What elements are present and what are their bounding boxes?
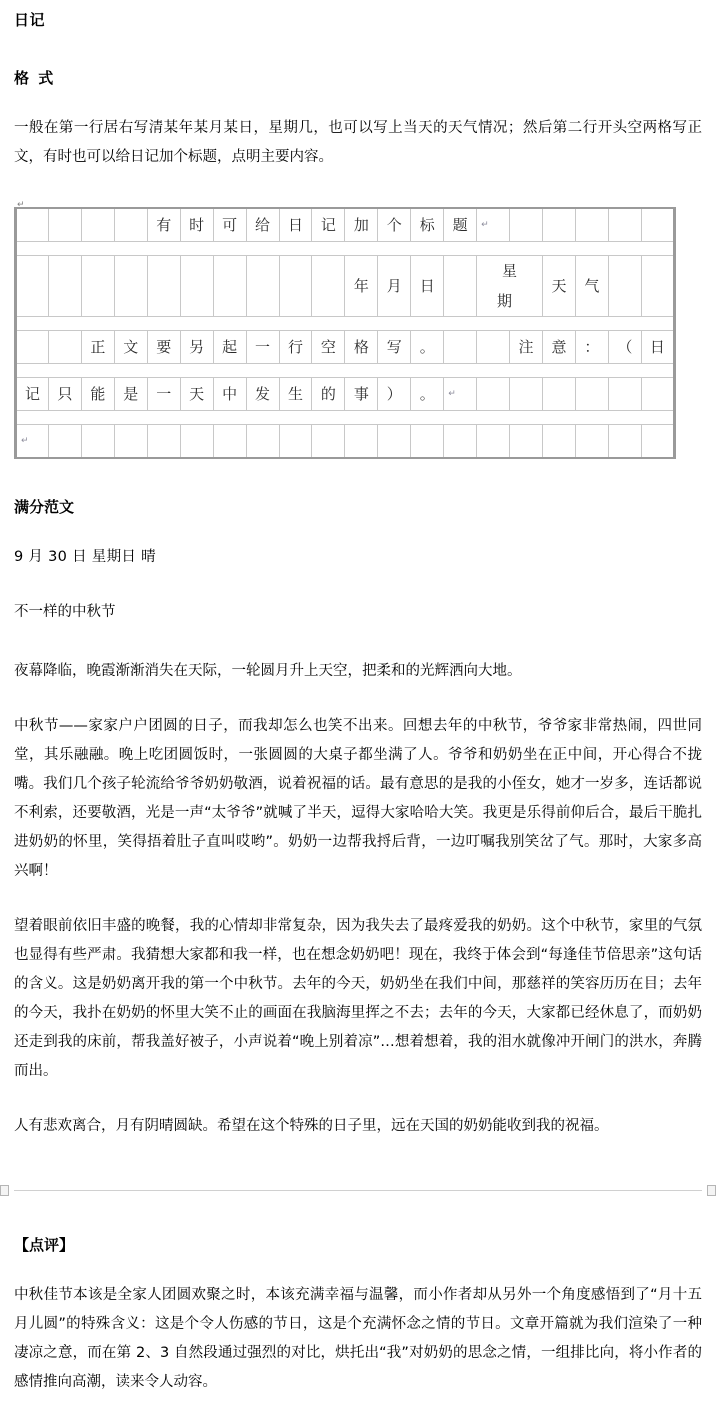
manuscript-grid-cell-blank[interactable] (543, 208, 576, 242)
manuscript-grid-cell[interactable]: 加 (345, 208, 378, 242)
manuscript-grid-cell-blank[interactable] (608, 208, 641, 242)
essay-paragraph-3: 望着眼前依旧丰盛的晚餐，我的心情却非常复杂，因为我失去了最疼爱我的奶奶。这个中秋节，家里的气氛也显得有些严肃。我猜想大家都和我一样，也在想念奶奶吧！现在，我终于体会到“每逢佳节倍思亲”这句话的含义。这是奶奶离开我的第一个中秋节。去年的今天，奶奶坐在我们中间，那慈祥的笑容历历在目；去年的今天，我扑在奶奶的怀里大笑不止的画面在我脑海里挥之不去；去年的今天，大家都已经休息了，而奶奶还走到我的床前，帮我盖好被子，小声说着“晚上别着凉”…想着想着，我的泪水就像冲开闸门的洪水，奔腾而出。 (14, 918, 702, 1079)
manuscript-grid-cell-blank[interactable] (279, 256, 312, 317)
manuscript-grid-spacer-row (16, 411, 675, 425)
heading-sample-essay: 满分范文 (14, 498, 75, 516)
bottom-spacer (14, 1397, 702, 1427)
manuscript-grid-cell[interactable]: 写 (378, 331, 411, 364)
section-divider (14, 1185, 702, 1197)
manuscript-grid-cell[interactable]: 要 (147, 331, 180, 364)
manuscript-grid-cell[interactable]: 发 (246, 378, 279, 411)
manuscript-grid-cell[interactable]: 另 (180, 331, 213, 364)
manuscript-grid-cell[interactable]: 日 (641, 331, 674, 364)
manuscript-grid-cell-blank[interactable] (114, 208, 147, 242)
heading-commentary: 【点评】 (14, 1236, 75, 1254)
manuscript-grid-cell[interactable]: 意 (543, 331, 576, 364)
manuscript-grid-body (16, 208, 675, 458)
essay-title: 不一样的中秋节 (14, 604, 116, 620)
manuscript-grid-cell-blank[interactable] (81, 256, 114, 317)
manuscript-grid-cell-blank[interactable] (81, 425, 114, 459)
divider-handle-right-icon[interactable] (707, 1185, 716, 1196)
manuscript-grid-cell-blank[interactable] (48, 331, 81, 364)
essay-paragraph-1: 夜幕降临，晚霞渐渐消失在天际，一轮圆月升上天空，把柔和的光辉洒向大地。 (14, 663, 522, 679)
manuscript-grid-cell-blank[interactable] (16, 331, 49, 364)
divider-handle-left-icon[interactable] (0, 1185, 9, 1196)
manuscript-grid-cell[interactable]: 只 (48, 378, 81, 411)
manuscript-grid-cell-blank[interactable] (411, 425, 444, 459)
manuscript-grid-cell-blank[interactable] (180, 425, 213, 459)
manuscript-grid-cell-blank[interactable] (378, 425, 411, 459)
document-page (0, 10, 716, 1427)
manuscript-grid-cell[interactable]: 注 (510, 331, 543, 364)
manuscript-grid-cell-blank[interactable] (477, 331, 510, 364)
commentary-paragraph: 中秋佳节本该是全家人团圆欢聚之时，本该充满幸福与温馨，而小作者却从另外一个角度感悟到了“月十五月儿圆”的特殊含义：这是个令人伤感的节日，这是个充满怀念之情的节日。文章开篇就为我们渲染了一种凄凉之意，而在第 2、3 自然段通过强烈的对比，烘托出“我”对奶奶的思念之情，一组排比向，将小作者的感情推向高潮，读来令人动容。 (14, 1287, 702, 1390)
manuscript-grid-cell-merged[interactable]: 星 期 (477, 256, 543, 317)
manuscript-grid-cell[interactable]: 一 (147, 378, 180, 411)
manuscript-grid-row (16, 425, 675, 459)
manuscript-grid-cell[interactable]: 一 (246, 331, 279, 364)
heading-format: 格 式 (14, 69, 56, 87)
manuscript-grid-cell-blank[interactable] (608, 256, 641, 317)
manuscript-grid-cell[interactable]: 是 (114, 378, 147, 411)
pilcrow-icon: ↵ (17, 200, 25, 210)
manuscript-grid-cell[interactable]: 日 (411, 256, 444, 317)
manuscript-grid-cell-blank[interactable] (543, 425, 576, 459)
manuscript-grid-cell[interactable]: 行 (279, 331, 312, 364)
manuscript-grid-cell[interactable]: 。 (411, 378, 444, 411)
manuscript-grid-cell-blank[interactable] (312, 256, 345, 317)
essay-paragraph-4: 人有悲欢离合，月有阴晴圆缺。希望在这个特殊的日子里，远在天国的奶奶能收到我的祝福。 (14, 1118, 609, 1134)
manuscript-grid-cell-blank[interactable] (147, 425, 180, 459)
manuscript-grid-cell-blank[interactable] (16, 256, 49, 317)
manuscript-grid-cell-blank[interactable] (279, 425, 312, 459)
manuscript-grid-cell-blank[interactable] (575, 425, 608, 459)
manuscript-grid-table (14, 207, 676, 459)
manuscript-grid-cell[interactable]: 记 (16, 378, 49, 411)
manuscript-grid-cell-blank[interactable] (543, 378, 576, 411)
manuscript-grid-cell[interactable]: 月 (378, 256, 411, 317)
manuscript-grid-cell-blank[interactable] (444, 425, 477, 459)
manuscript-grid-cell[interactable]: 给 (246, 208, 279, 242)
manuscript-grid-cell[interactable]: 起 (213, 331, 246, 364)
pilcrow-icon: ↵ (444, 378, 477, 411)
manuscript-grid-cell-blank[interactable] (510, 208, 543, 242)
manuscript-grid-cell-blank[interactable] (48, 425, 81, 459)
manuscript-grid-cell-blank[interactable] (246, 256, 279, 317)
manuscript-grid-spacer-cell (16, 317, 675, 331)
manuscript-grid-cell[interactable]: 生 (279, 378, 312, 411)
manuscript-grid-cell-blank[interactable] (48, 208, 81, 242)
manuscript-grid-cell-blank[interactable] (48, 256, 81, 317)
manuscript-grid-cell[interactable]: 天 (543, 256, 576, 317)
manuscript-grid-cell-blank[interactable] (444, 331, 477, 364)
manuscript-grid-spacer-cell (16, 364, 675, 378)
manuscript-grid-cell-blank[interactable] (575, 208, 608, 242)
manuscript-grid-spacer-row (16, 242, 675, 256)
manuscript-grid-cell-blank[interactable] (575, 378, 608, 411)
manuscript-grid-cell[interactable]: 正 (81, 331, 114, 364)
manuscript-grid-cell-blank[interactable] (246, 425, 279, 459)
manuscript-grid-cell-blank[interactable] (114, 425, 147, 459)
manuscript-grid-cell[interactable]: 中 (213, 378, 246, 411)
manuscript-grid-cell[interactable]: 能 (81, 378, 114, 411)
essay-date-line: 9 月 30 日 星期日 晴 (14, 549, 156, 565)
manuscript-grid-cell-blank[interactable] (147, 256, 180, 317)
manuscript-grid-cell[interactable]: 。 (411, 331, 444, 364)
manuscript-grid-cell[interactable]: 天 (180, 378, 213, 411)
manuscript-grid-cell[interactable]: 题 (444, 208, 477, 242)
manuscript-grid-cell[interactable]: 个 (378, 208, 411, 242)
paragraph-format-description: 一般在第一行居右写清某年某月某日，星期几，也可以写上当天的天气情况；然后第二行开头空两格写正文，有时也可以给日记加个标题，点明主要内容。 (14, 120, 702, 165)
manuscript-grid-row (16, 378, 675, 411)
manuscript-grid-cell-blank[interactable] (81, 208, 114, 242)
manuscript-grid-cell-blank[interactable] (477, 378, 510, 411)
manuscript-grid-cell[interactable]: ： (575, 331, 608, 364)
page-title: 日记 (14, 11, 46, 29)
pilcrow-icon: ↵ (16, 425, 49, 459)
manuscript-grid-cell-blank[interactable] (641, 425, 674, 459)
manuscript-grid-spacer-cell (16, 242, 675, 256)
manuscript-grid-cell[interactable]: （ (608, 331, 641, 364)
manuscript-grid-cell[interactable]: 时 (180, 208, 213, 242)
manuscript-grid-cell-blank[interactable] (312, 425, 345, 459)
manuscript-grid-cell-blank[interactable] (641, 256, 674, 317)
manuscript-grid-cell-blank[interactable] (114, 256, 147, 317)
manuscript-grid-cell[interactable]: 可 (213, 208, 246, 242)
manuscript-grid-cell-blank[interactable] (345, 425, 378, 459)
manuscript-grid-cell-blank[interactable] (444, 256, 477, 317)
manuscript-grid-cell[interactable]: 气 (575, 256, 608, 317)
manuscript-grid-cell[interactable]: 的 (312, 378, 345, 411)
manuscript-grid-cell-blank[interactable] (213, 425, 246, 459)
manuscript-grid-cell[interactable]: 年 (345, 256, 378, 317)
manuscript-grid-row (16, 208, 675, 242)
manuscript-grid-cell-blank[interactable] (180, 256, 213, 317)
manuscript-grid-cell[interactable]: 事 (345, 378, 378, 411)
manuscript-grid-cell[interactable]: 记 (312, 208, 345, 242)
manuscript-grid-cell-blank[interactable] (510, 378, 543, 411)
manuscript-grid-cell-blank[interactable] (608, 378, 641, 411)
manuscript-grid-cell[interactable]: 文 (114, 331, 147, 364)
manuscript-grid-cell[interactable]: ） (378, 378, 411, 411)
divider-line (14, 1190, 702, 1191)
manuscript-grid-cell-blank[interactable] (213, 256, 246, 317)
manuscript-grid-cell[interactable]: 日 (279, 208, 312, 242)
manuscript-grid-cell-blank[interactable] (16, 208, 49, 242)
manuscript-grid-spacer-cell (16, 411, 675, 425)
manuscript-grid-cell-blank[interactable] (477, 425, 510, 459)
essay-paragraph-2: 中秋节——家家户户团圆的日子，而我却怎么也笑不出来。回想去年的中秋节，爷爷家非常热闹，四世同堂，其乐融融。晚上吃团圆饭时，一张圆圆的大桌子都坐满了人。爷爷和奶奶坐在正中间，开心得合不拢嘴。我们几个孩子轮流给爷爷奶奶敬酒，说着祝福的话。最有意思的是我的小侄女，她才一岁多，连话都说不利索，还要敬酒，光是一声“太爷爷”就喊了半天，逗得大家哈哈大笑。我更是乐得前仰后合，最后干脆扎进奶奶的怀里，笑得捂着肚子直叫哎哟”。奶奶一边帮我捋后背，一边叮嘱我别笑岔了气。那时，大家多高兴啊！ (14, 718, 702, 879)
pilcrow-icon: ↵ (477, 208, 510, 242)
manuscript-grid-cell[interactable]: 空 (312, 331, 345, 364)
manuscript-grid-cell[interactable]: 格 (345, 331, 378, 364)
manuscript-grid-wrapper (14, 200, 702, 459)
manuscript-grid-cell[interactable]: 标 (411, 208, 444, 242)
manuscript-grid-row (16, 256, 675, 317)
manuscript-grid-row (16, 331, 675, 364)
manuscript-grid-cell-blank[interactable] (641, 378, 674, 411)
manuscript-grid-cell[interactable]: 有 (147, 208, 180, 242)
manuscript-grid-cell-blank[interactable] (510, 425, 543, 459)
manuscript-grid-spacer-row (16, 364, 675, 378)
manuscript-grid-cell-blank[interactable] (641, 208, 674, 242)
manuscript-grid-spacer-row (16, 317, 675, 331)
manuscript-grid-cell-blank[interactable] (608, 425, 641, 459)
